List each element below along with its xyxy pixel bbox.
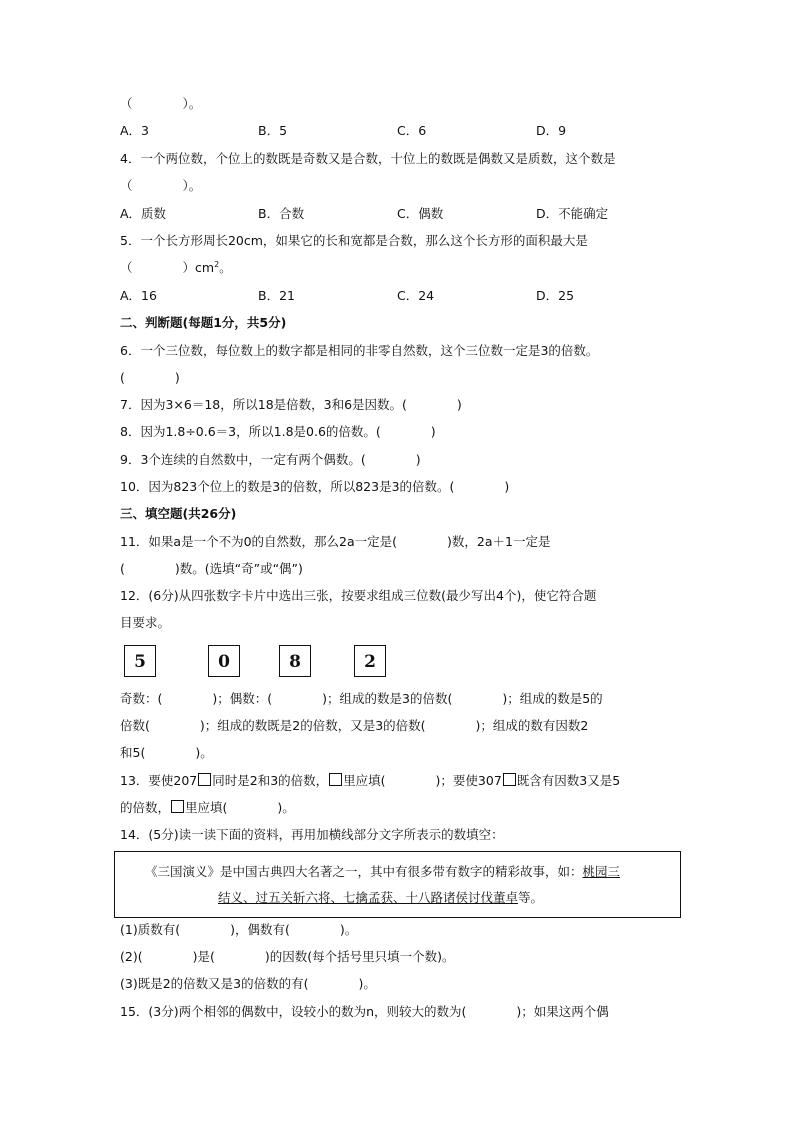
q4-answer-line: （ ）。 [120,178,202,193]
q3-option-d: D．9 [536,123,567,138]
q8-question: 8．因为1.8÷0.6＝3，所以1.8是0.6的倍数。( ) [120,424,436,439]
q7-question: 7．因为3×6＝18，所以18是倍数，3和6是因数。( ) [120,397,462,412]
blank-square-icon [503,773,516,786]
q3-option-a: A．3 [120,123,150,138]
q14-sub3: (3)既是2的倍数又是3的倍数的有( )。 [120,976,376,991]
q6-answer-line: ( ) [120,370,180,385]
q9-question: 9．3个连续的自然数中，一定有两个偶数。( ) [120,452,421,467]
q5-option-c: C．24 [397,288,435,303]
q15-question: 15．(3分)两个相邻的偶数中，设较小的数为n，则较大的数为( )；如果这两个偶 [120,1004,609,1019]
q14-sub2: (2)( )是( )的因数(每个括号里只填一个数)。 [120,949,455,964]
q4-option-d: D．不能确定 [536,206,609,221]
reading-text-line2 [218,890,543,906]
q13-text-e: 的倍数， [120,800,171,815]
q12-blanks-1: 奇数：( )；偶数：( )；组成的数是3的倍数( )；组成的数是5的 [120,691,603,706]
q4-question: 4．一个两位数，个位上的数既是奇数又是合数，十位上的数既是偶数又是质数，这个数是 [120,151,616,166]
q5-option-b: B．21 [258,288,295,303]
reading-material-box [114,851,681,918]
q10-question: 10．因为823个位上的数是3的倍数，所以823是3的倍数。( ) [120,479,510,494]
q13-text-b: 同时是2和3的倍数， [212,773,329,788]
number-card-8: 8 [279,645,311,677]
q5-question: 5．一个长方形周长20cm，如果它的长和宽都是合数，那么这个长方形的面积最大是 [120,233,588,248]
q11-question: 11．如果a是一个不为0的自然数，那么2a一定是( )数，2a＋1一定是 [120,534,551,549]
q5-answer-line [120,260,232,276]
underlined-text-1: 桃园三 [582,864,621,879]
q12-question: 12．(6分)从四张数字卡片中选出三张，按要求组成三位数(最少写出4个)，使它符合题 [120,588,597,603]
q13-text-a: 13．要使207 [120,773,198,788]
q14-question: 14．(5分)读一读下面的资料，再用加横线部分文字所表示的数填空： [120,827,504,842]
q5-answer-end: 。 [219,260,232,275]
blank-square-icon [198,773,211,786]
reading-text-end: 等。 [518,890,544,905]
q14-sub1: (1)质数有( )，偶数有( )。 [120,922,358,937]
number-card-5: 5 [124,645,156,677]
q5-answer-text: （ ）cm [120,260,215,275]
q12-blanks-2: 倍数( )；组成的数既是2的倍数，又是3的倍数( )；组成的数有因数2 [120,718,589,733]
q3-answer-line: （ ）。 [120,96,202,111]
reading-text-line1 [145,864,620,880]
blank-square-icon [329,773,342,786]
q5-sup: 2 [214,259,220,269]
q5-option-a: A．16 [120,288,157,303]
q13-text-c: 里应填( )；要使307 [343,773,502,788]
q3-option-b: B．5 [258,123,288,138]
q6-question: 6．一个三位数，每位数上的数字都是相同的非零自然数，这个三位数一定是3的倍数。 [120,343,599,358]
blank-square-icon [171,800,184,813]
q5-option-d: D．25 [536,288,575,303]
q4-option-b: B．合数 [258,206,305,221]
q12-question-cont: 目要求。 [120,615,171,630]
q4-option-c: C．偶数 [397,206,444,221]
q12-blanks-3: 和5( )。 [120,745,213,760]
q13-text-d: 既含有因数3又是5 [516,773,621,788]
q3-option-c: C．6 [397,123,427,138]
q4-option-a: A．质数 [120,206,167,221]
reading-text: 《三国演义》是中国古典四大名著之一，其中有很多带有数字的精彩故事，如： [145,864,583,879]
number-card-0: 0 [208,645,240,677]
q13-text-f: 里应填( )。 [185,800,295,815]
q11-answer-line: ( )数。(选填“奇”或“偶”) [120,561,303,576]
section3-title: 三、填空题(共26分) [120,506,237,521]
section2-title: 二、判断题(每题1分，共5分) [120,315,287,330]
q13-question-cont [120,800,295,816]
underlined-text-2: 结义、过五关斩六将、七擒孟获、十八路诸侯讨伐董卓 [218,890,519,905]
q13-question [120,773,620,789]
number-card-2: 2 [354,645,386,677]
